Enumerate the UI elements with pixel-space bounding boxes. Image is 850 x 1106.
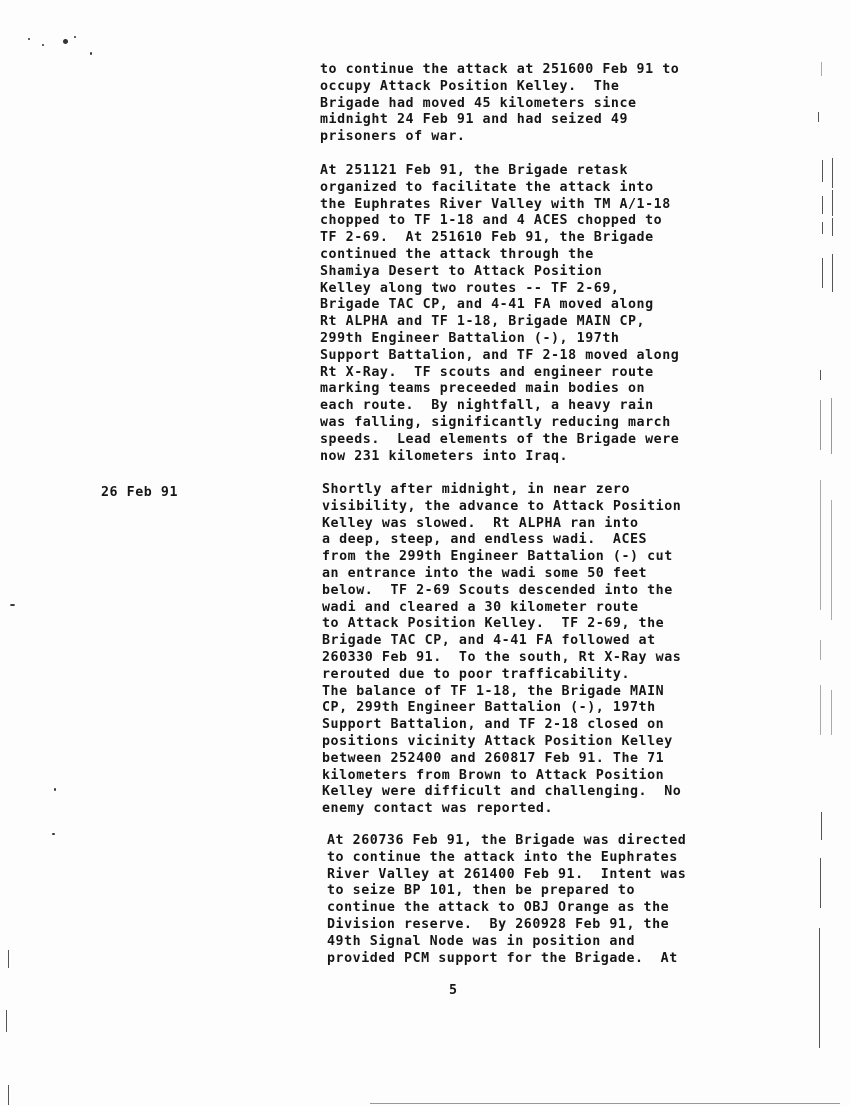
text-line: each route. By nightfall, a heavy rain — [320, 398, 654, 414]
text-line: Division reserve. By 260928 Feb 91, the — [327, 916, 670, 932]
scan-mark — [820, 480, 821, 610]
text-line: to continue the attack at 251600 Feb 91 to — [320, 62, 680, 77]
scan-speck — [74, 36, 76, 38]
text-line: Kelley was slowed. Rt ALPHA ran into — [322, 515, 639, 531]
paragraph — [320, 163, 780, 465]
text-line: visibility, the advance to Attack Position — [322, 498, 682, 514]
paragraph — [320, 62, 780, 146]
text-line: below. TF 2-69 Scouts descended into the — [322, 582, 673, 598]
text-line: marking teams preceeded main bodies on — [320, 381, 646, 397]
text-line: Brigade TAC CP, and 4-41 FA followed at — [322, 633, 656, 649]
text-line: midnight 24 Feb 91 and had seized 49 — [320, 112, 628, 128]
text-line: chopped to TF 1-18 and 4 ACES chopped to — [320, 213, 663, 229]
scan-mark — [820, 400, 821, 450]
scan-mark — [822, 258, 823, 288]
scan-mark — [818, 112, 819, 122]
margin-date: 26 Feb 91 — [101, 485, 178, 500]
scan-speck — [52, 833, 55, 835]
text-line: Rt X-Ray. TF scouts and engineer route — [320, 364, 654, 380]
text-line: Kelley were difficult and challenging. No — [322, 784, 682, 800]
scan-speck — [54, 788, 56, 791]
text-line: the Euphrates River Valley with TM A/1-18 — [320, 196, 671, 212]
text-line: positions vicinity Attack Position Kelley — [322, 733, 673, 749]
scan-mark — [820, 685, 821, 735]
text-line: Support Battalion, and TF 2-18 moved along — [320, 347, 680, 363]
text-line: continued the attack through the — [320, 246, 594, 262]
scan-edge-line — [370, 1103, 840, 1104]
text-line: Support Battalion, and TF 2-18 closed on — [322, 717, 665, 733]
text-line: Shamiya Desert to Attack Position — [320, 263, 603, 279]
text-line: 299th Engineer Battalion (-), 197th — [320, 330, 620, 346]
text-line: TF 2-69. At 251610 Feb 91, the Brigade — [320, 230, 654, 246]
scan-mark — [820, 858, 821, 908]
text-line: to Attack Position Kelley. TF 2-69, the — [322, 616, 665, 632]
scan-speck — [10, 604, 15, 606]
page-number: 5 — [449, 983, 458, 998]
scan-mark — [832, 158, 833, 188]
scan-mark — [831, 500, 832, 620]
text-line: to continue the attack into the Euphrates — [327, 849, 678, 865]
text-line: Kelley along two routes -- TF 2-69, — [320, 280, 620, 296]
text-line: kilometers from Brown to Attack Position — [322, 767, 665, 783]
text-line: Brigade TAC CP, and 4-41 FA moved along — [320, 297, 654, 313]
scan-mark — [832, 254, 833, 292]
text-line: Rt ALPHA and TF 1-18, Brigade MAIN CP, — [320, 314, 646, 330]
text-line: River Valley at 261400 Feb 91. Intent was — [327, 866, 687, 882]
text-line: between 252400 and 260817 Feb 91. The 71 — [322, 750, 665, 766]
scan-mark — [821, 812, 822, 840]
text-line: a deep, steep, and endless wadi. ACES — [322, 532, 648, 548]
text-line: The balance of TF 1-18, the Brigade MAIN — [322, 683, 665, 699]
scan-mark — [831, 398, 832, 454]
text-line: 49th Signal Node was in position and — [327, 933, 635, 949]
text-line: occupy Attack Position Kelley. The — [320, 78, 620, 94]
text-line: Brigade had moved 45 kilometers since — [320, 95, 637, 111]
text-line: now 231 kilometers into Iraq. — [320, 448, 569, 464]
scan-mark — [8, 1085, 9, 1105]
scan-mark — [822, 196, 823, 214]
scan-speck — [63, 39, 68, 44]
text-line: rerouted due to poor trafficability. — [322, 666, 630, 682]
scan-mark — [820, 640, 821, 660]
scan-mark — [831, 690, 832, 735]
text-line: enemy contact was reported. — [322, 801, 553, 817]
text-line: speeds. Lead elements of the Brigade were — [320, 431, 680, 447]
text-line: organized to facilitate the attack into — [320, 179, 654, 195]
text-line: CP, 299th Engineer Battalion (-), 197th — [322, 700, 656, 716]
paragraph — [322, 482, 782, 818]
text-line: At 260736 Feb 91, the Brigade was directed — [327, 833, 687, 848]
text-line: wadi and cleared a 30 kilometer route — [322, 599, 639, 615]
scan-mark — [832, 190, 833, 216]
text-line: 260330 Feb 91. To the south, Rt X-Ray was — [322, 649, 682, 665]
scan-mark — [821, 62, 822, 76]
text-line: At 251121 Feb 91, the Brigade retask — [320, 163, 628, 178]
text-line: provided PCM support for the Brigade. At — [327, 950, 678, 966]
text-line: continue the attack to OBJ Orange as the — [327, 900, 670, 916]
paragraph — [327, 833, 787, 967]
scan-speck — [28, 38, 30, 40]
text-line: from the 299th Engineer Battalion (-) cut — [322, 549, 673, 565]
scan-mark — [832, 218, 833, 236]
scan-speck — [90, 52, 92, 55]
scan-mark — [820, 370, 821, 380]
text-line: prisoners of war. — [320, 129, 466, 145]
scan-mark — [822, 222, 823, 234]
text-line: Shortly after midnight, in near zero — [322, 482, 630, 497]
scan-mark — [6, 1010, 7, 1032]
text-line: was falling, significantly reducing march — [320, 414, 671, 430]
scan-mark — [822, 160, 823, 182]
text-line: an entrance into the wadi some 50 feet — [322, 565, 648, 581]
text-line: to seize BP 101, then be prepared to — [327, 883, 635, 899]
scan-mark — [819, 928, 820, 1048]
scan-mark — [8, 950, 9, 968]
scan-speck — [42, 44, 44, 46]
